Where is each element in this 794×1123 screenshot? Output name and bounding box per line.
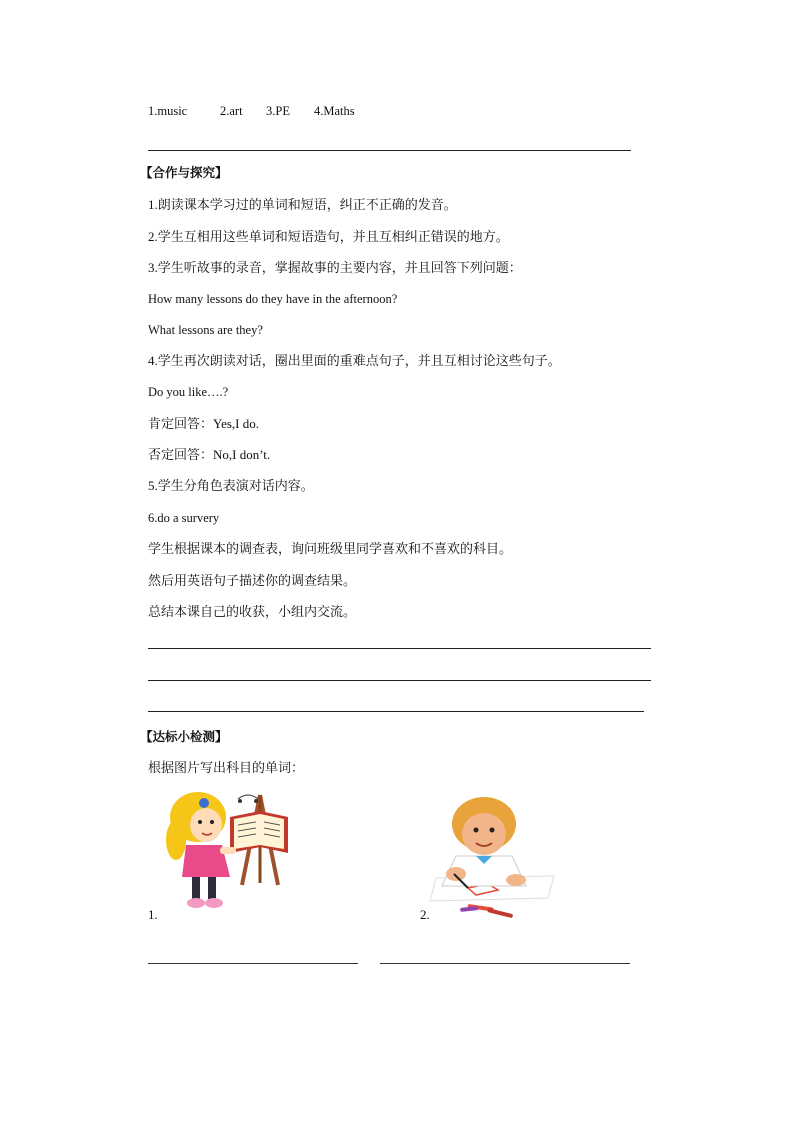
instruction-line: 6.do a survery bbox=[148, 511, 220, 525]
instruction-line: 4.学生再次朗读对话，圈出里面的重难点句子，并且互相讨论这些句子。 bbox=[148, 353, 561, 368]
negative-answer: 否定回答：No,I don’t. bbox=[148, 447, 271, 462]
boy-drawing-illustration bbox=[428, 796, 556, 921]
answer-blank-1[interactable] bbox=[148, 963, 358, 964]
girl-music-illustration bbox=[160, 785, 295, 915]
writing-line[interactable] bbox=[148, 648, 651, 649]
instruction-line: 1.朗读课本学习过的单词和短语，纠正不正确的发音。 bbox=[148, 197, 457, 212]
question-line: What lessons are they? bbox=[148, 323, 263, 337]
section-title-cooperation: 【合作与探究】 bbox=[140, 165, 228, 180]
sentence-pattern: Do you like….? bbox=[148, 385, 229, 399]
divider-rule bbox=[148, 150, 631, 151]
instruction-line: 5.学生分角色表演对话内容。 bbox=[148, 478, 314, 493]
test-instruction: 根据图片写出科目的单词： bbox=[148, 760, 305, 775]
vocab-art: 2.art bbox=[220, 104, 243, 118]
instruction-line: 学生根据课本的调查表，询问班级里同学喜欢和不喜欢的科目。 bbox=[148, 541, 513, 556]
vocab-pe: 3.PE bbox=[266, 104, 290, 118]
writing-line[interactable] bbox=[148, 711, 644, 712]
item-label-1: 1. bbox=[148, 907, 158, 922]
section-title-test: 【达标小检测】 bbox=[140, 729, 228, 744]
writing-line[interactable] bbox=[148, 680, 651, 681]
item-label-2: 2. bbox=[420, 907, 430, 922]
positive-answer: 肯定回答：Yes,I do. bbox=[148, 416, 259, 431]
question-line: How many lessons do they have in the afternoon? bbox=[148, 292, 398, 306]
instruction-line: 3.学生听故事的录音，掌握故事的主要内容，并且回答下列问题： bbox=[148, 260, 522, 275]
instruction-line: 2.学生互相用这些单词和短语造句，并且互相纠正错误的地方。 bbox=[148, 229, 509, 244]
answer-blank-2[interactable] bbox=[380, 963, 630, 964]
instruction-line: 总结本课自己的收获，小组内交流。 bbox=[148, 604, 357, 619]
vocab-maths: 4.Maths bbox=[314, 104, 355, 118]
instruction-line: 然后用英语句子描述你的调查结果。 bbox=[148, 573, 357, 588]
vocab-music: 1.music bbox=[148, 104, 188, 118]
